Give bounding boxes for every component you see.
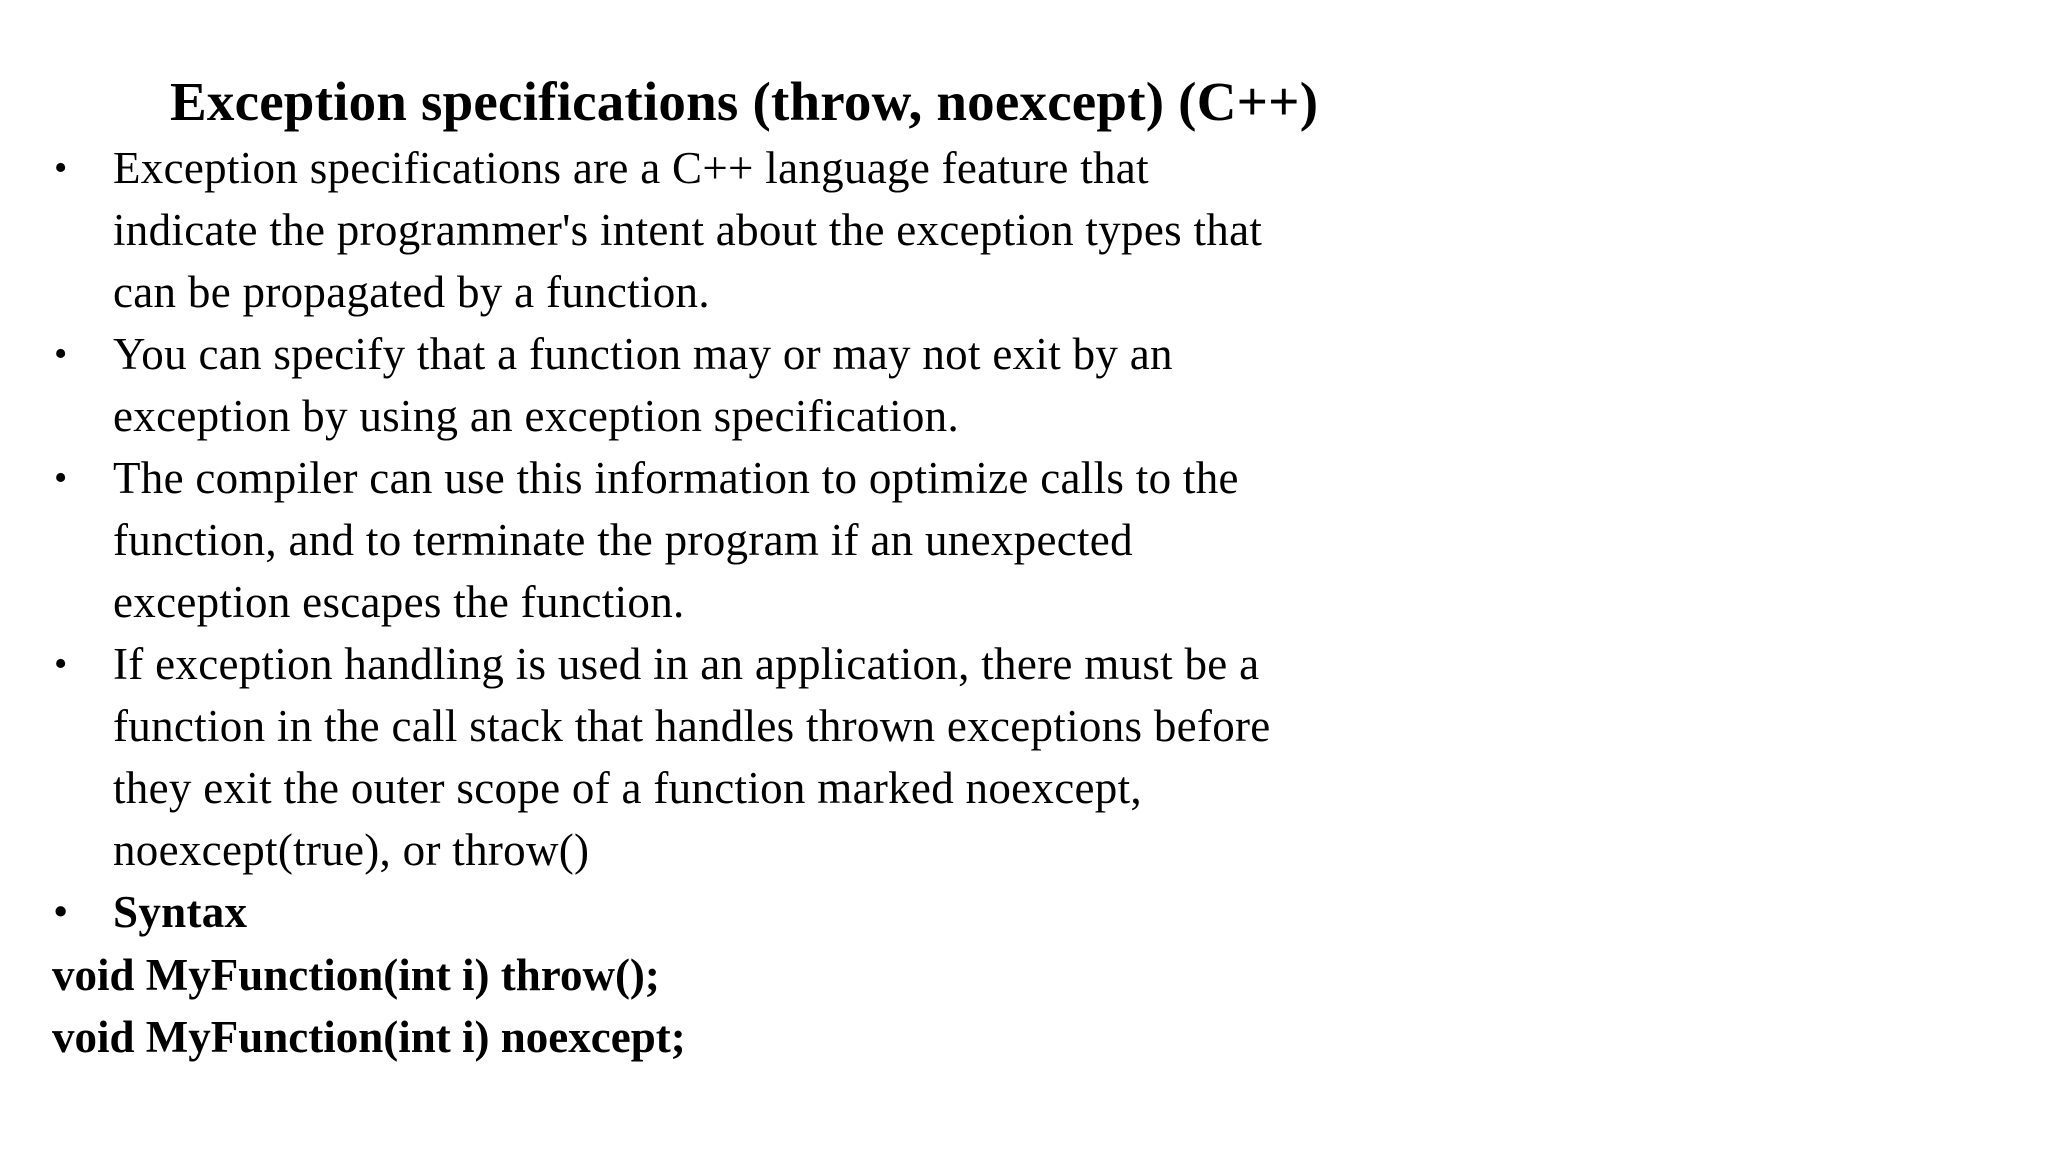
bullet-icon: • [54,147,68,189]
bullet-text-line: Exception specifications are a C++ language feature that [113,143,1149,193]
bullet-text-line: If exception handling is used in an application, there must be a [113,639,1260,689]
bullet-icon: • [54,333,68,375]
code-example [52,944,686,1068]
bullet-list [50,137,1550,943]
slide-title: Exception specifications (throw, noexcept) (C++) [170,71,1319,132]
bullet-item-syntax [50,881,1550,943]
bullet-item [50,323,1550,447]
bullet-item [50,447,1550,633]
bullet-text-line: noexcept(true), or throw() [113,825,590,875]
bullet-text-line: The compiler can use this information to optimize calls to the [113,453,1239,503]
bullet-icon: • [54,891,68,933]
syntax-heading: Syntax [113,887,248,937]
bullet-text-line: exception by using an exception specification. [113,391,960,441]
bullet-item [50,633,1550,881]
bullet-text-line: exception escapes the function. [113,577,685,627]
bullet-text-line: they exit the outer scope of a function marked noexcept, [113,763,1142,813]
bullet-text-line: can be propagated by a function. [113,267,710,317]
bullet-text-line: indicate the programmer's intent about the exception types that [113,205,1263,255]
bullet-text-line: function, and to terminate the program if an unexpected [113,515,1133,565]
bullet-text-line: You can specify that a function may or may not exit by an [113,329,1173,379]
bullet-text-line: function in the call stack that handles thrown exceptions before [113,701,1271,751]
bullet-icon: • [54,643,68,685]
bullet-icon: • [54,457,68,499]
code-line-throw: void MyFunction(int i) throw(); [52,950,660,1000]
code-line-noexcept: void MyFunction(int i) noexcept; [52,1012,686,1062]
bullet-item [50,137,1550,323]
